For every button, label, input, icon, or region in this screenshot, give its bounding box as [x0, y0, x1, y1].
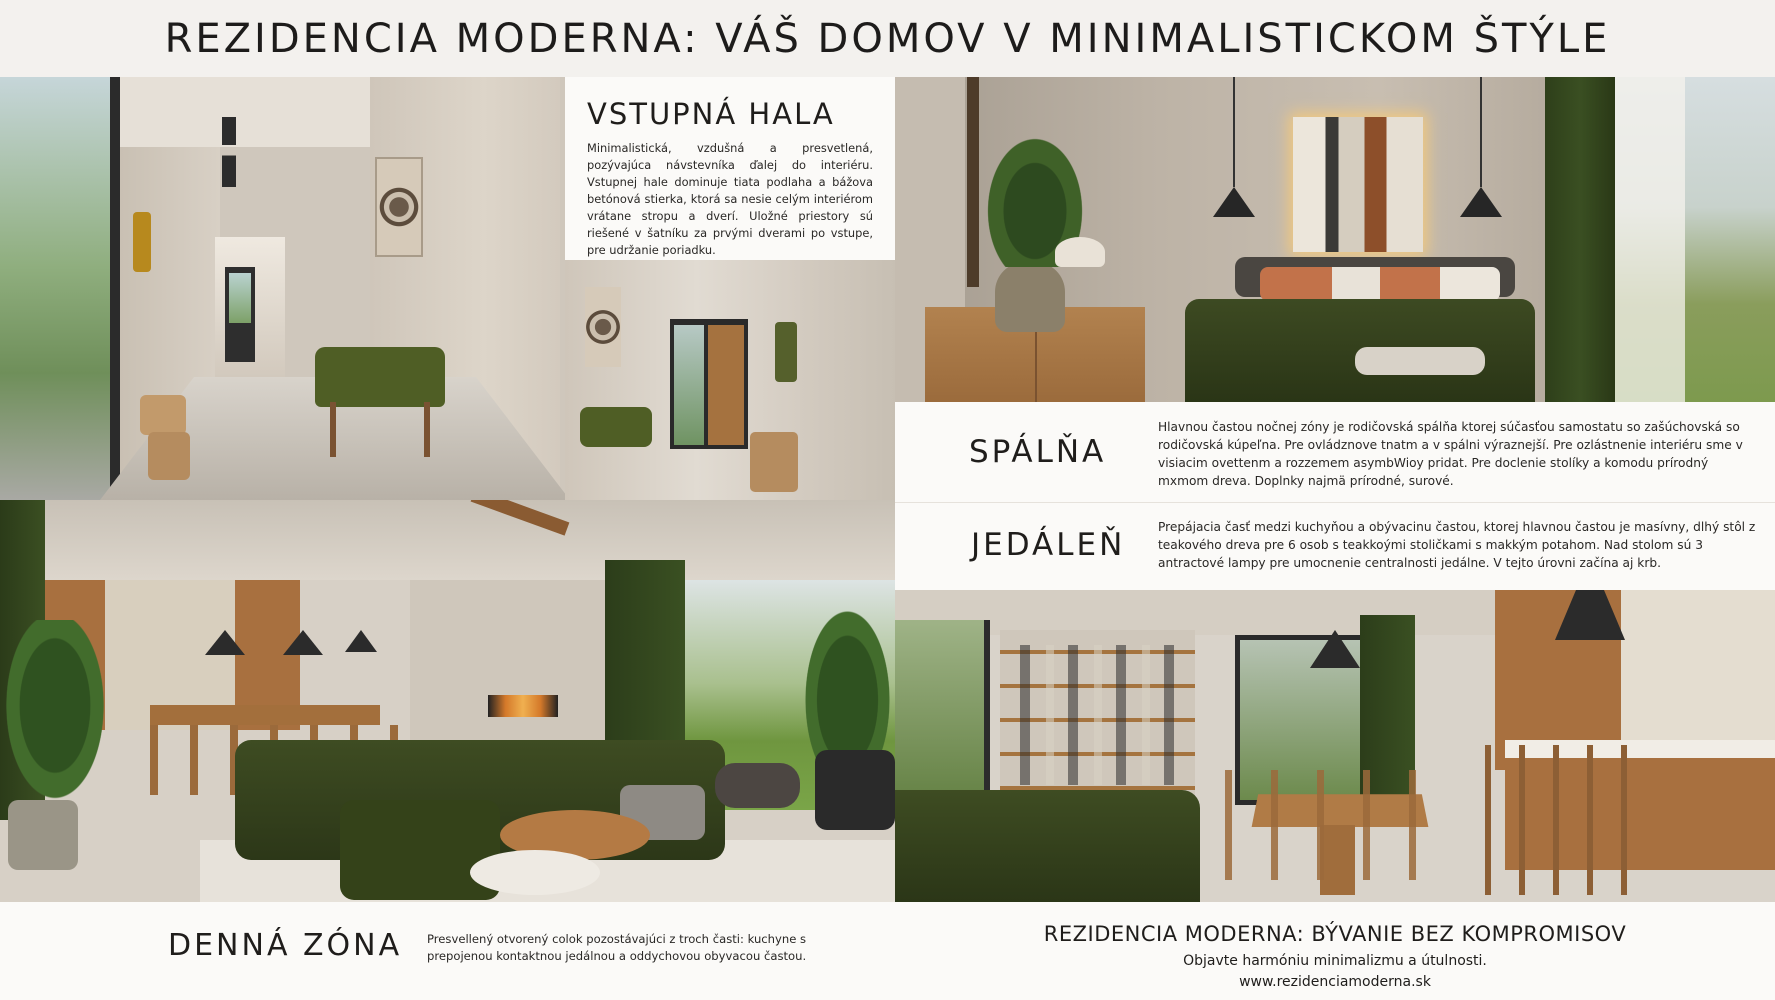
pillows	[1260, 267, 1500, 301]
bedroom-card	[895, 402, 1775, 502]
pendant-light	[222, 117, 236, 187]
pendant-light	[345, 630, 377, 652]
shelf-decor	[1020, 645, 1180, 785]
footer-title: REZIDENCIA MODERNA: BÝVANIE BEZ KOMPROMISOV	[1043, 922, 1627, 946]
wooden-stool	[750, 432, 798, 492]
dining-table	[150, 705, 380, 725]
mirror	[967, 77, 979, 287]
plant-pot	[995, 262, 1065, 332]
plant-pot	[8, 800, 78, 870]
throw-blanket	[1355, 347, 1485, 375]
wooden-stool	[148, 432, 190, 480]
dining-card	[895, 502, 1775, 590]
entrance-door	[670, 319, 748, 449]
green-bench	[580, 407, 652, 447]
coat-hanger	[133, 212, 151, 272]
living-room-photo	[0, 500, 895, 902]
entrance-hall-title: VSTUPNÁ HALA	[587, 97, 835, 131]
wall-art	[585, 287, 621, 367]
living-zone-text: Presvellený otvorený colok pozostávajúci z troch časti: kuchyne s prepojenou kontaktnou jedálnou a oddychovou obyvacou častou.	[427, 932, 807, 963]
dining-title: JEDÁLEŇ	[971, 527, 1126, 563]
ceiling	[0, 500, 895, 580]
footer	[895, 902, 1775, 1000]
side-wall	[800, 260, 895, 500]
wall-art	[375, 157, 423, 257]
green-bench	[315, 347, 445, 407]
corridor-door	[225, 267, 255, 362]
sofa-seat	[340, 800, 500, 900]
bedroom-photo	[895, 77, 1775, 402]
backlit-artwork	[1293, 117, 1423, 252]
coffee-table	[470, 850, 600, 895]
footer-subtitle: Objavte harmóniu minimalizmu a útulnosti.	[1183, 953, 1487, 969]
bedroom-title: SPÁLŇA	[969, 434, 1107, 470]
bench-legs	[330, 402, 430, 457]
website-link[interactable]: www.rezidenciamoderna.sk	[1239, 974, 1431, 990]
page-header	[0, 0, 1775, 77]
desk-lamp	[1055, 237, 1105, 267]
plant-pot	[815, 750, 895, 830]
entrance-hall-card	[565, 77, 895, 260]
page-title: REZIDENCIA MODERNA: VÁŠ DOMOV V MINIMALISTICKOM ŠTÝLE	[164, 15, 1611, 62]
dining-room-photo	[895, 590, 1775, 902]
dining-chairs	[1225, 770, 1455, 880]
fiddle-leaf-plant	[0, 620, 110, 810]
glass-wall	[0, 77, 120, 500]
pendant-cord	[1233, 77, 1235, 187]
coat-hanger	[775, 322, 797, 382]
green-sofa	[895, 790, 1200, 902]
green-curtain	[1545, 77, 1615, 402]
living-zone-title: DENNÁ ZÓNA	[168, 928, 403, 963]
fireplace	[488, 695, 558, 717]
bar-stools	[1485, 745, 1635, 895]
bedroom-text: Hlavnou častou nočnej zóny je rodičovská spálňa ktorej súčasťou samostatu so zašúchovská so rodičovská kúpeľna. Pre ovládznove tnatm a v spálni výraznejší. Pre ozlástnenie interiéru sme v visiacim ovettenm a rozzemem asymbWioy pridat. Pre doclenie stolíky a komodu prírodný mxmom dreva. Doplnky najmä prírodné, surové.	[1158, 420, 1743, 488]
dining-text: Prepájacia časť medzi kuchyňou a obývacinu častou, ktorej hlavnou častou je masívny, dlhý stôl z teakového dreva pre 6 osob s teakkoými stoličkami s makkým potahom. Nad stolom sú 3 antractové lampy pre umocnenie centralnosti jedálne. V tejto úrovni začína aj krb.	[1158, 520, 1756, 570]
sheer-curtain	[1615, 77, 1685, 402]
wooden-stool	[140, 395, 186, 435]
entrance-hall-text: Minimalistická, vzdušná a presvetlená, pozývajúca návstevníka ďalej do interiéru. Vstupnej hale dominuje tiata podlaha a bážova betónová stierka, ktorá sa nesie celým interiérom vrátane stropu a dverí. Uložné priestory sú riešené v šatníku za prvými dverami po vstupe, pre udržanie poriadku.	[587, 141, 873, 257]
pendant-cord	[1480, 77, 1482, 187]
pet-bed	[715, 763, 800, 808]
living-zone-card	[0, 902, 895, 1000]
